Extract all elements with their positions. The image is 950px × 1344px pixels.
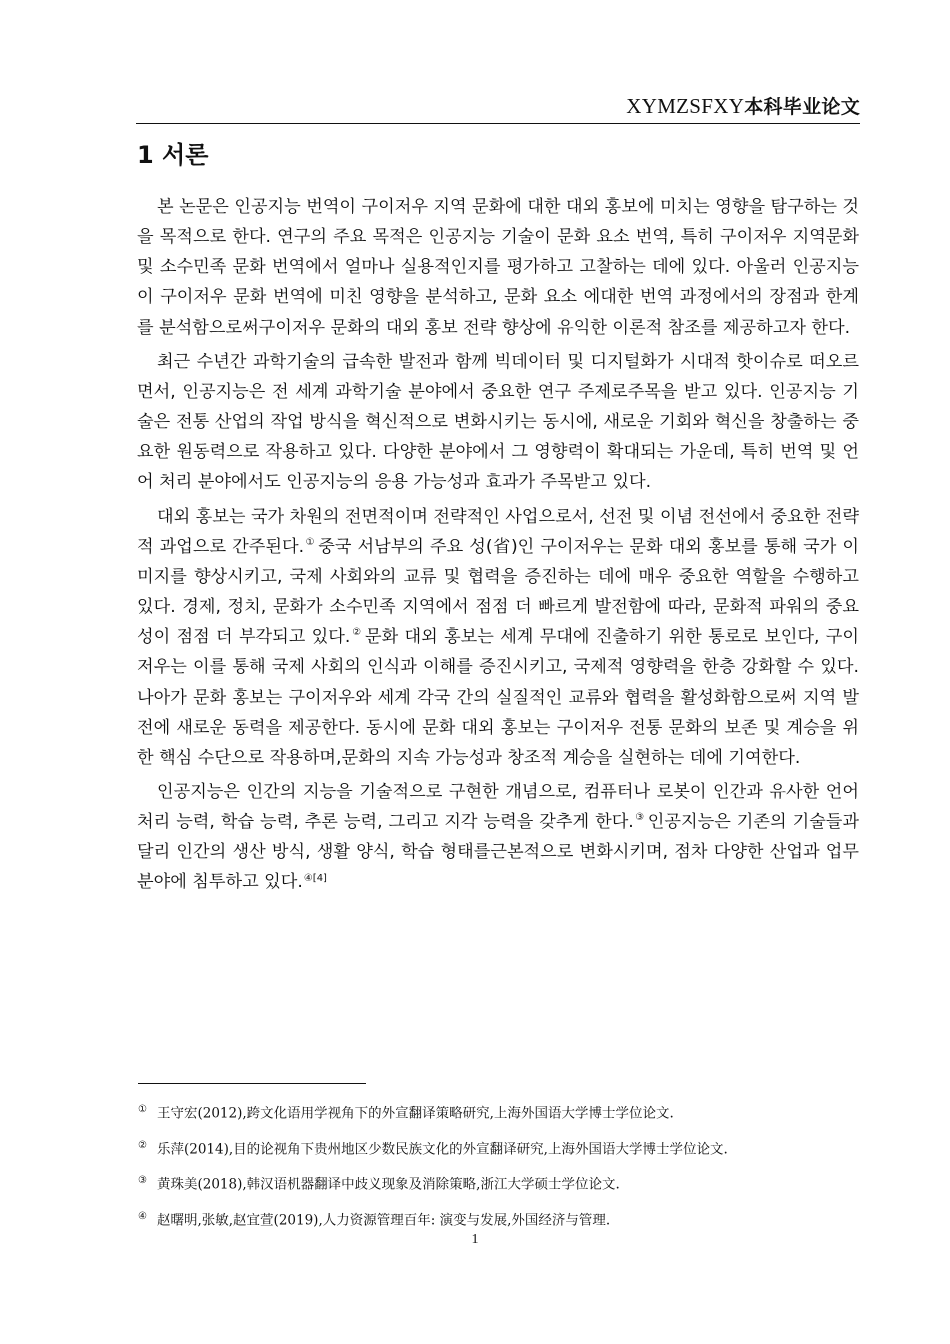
running-header [138,92,860,122]
footnote-4 [138,1207,868,1231]
footnote-mark: ④ [138,1210,147,1222]
paragraph-4-sentence-1: 인공지능은 인간의 지능을 기술적으로 구현한 개념으로, 컴퓨터나 로봇이 인간과 유사한 언어 처리 능력, 학습 능력, 추론 능력, 그리고 지각 능력을 갖추게 한다. [137,781,859,833]
footnote-text: 黄珠美(2018),韩汉语机器翻译中歧义现象及消除策略,浙江大学硕士学位论文. [156,1176,620,1193]
footnote-mark: ③ [138,1175,147,1186]
paragraph-1: 본 논문은 인공지능 번역이 구이저우 지역 문화에 대한 대외 홍보에 미치는 영향을 탐구하는 것을 목적으로 한다. 연구의 주요 목적은 인공지능 기술이 문화 요소 번역, 특히 구이저우 지역문화 및 소수민족 문화 번역에서 얼마나 실용적인지를 평가하고 고찰하는 데에 있다. 아울러 인공지능이 구이저우 문화 번역에 미친 영향을 분석하고, 문화 요소 에대한 번역 과정에서의 장점과 한계를 분석함으로써구이저우 문화의 대외 홍보 전략 향상에 유익한 이론적 참조를 제공하고자 한다. [137,197,859,338]
footnote-mark: ② [138,1139,147,1151]
footnote-text: 乐萍(2014),目的论视角下贵州地区少数民族文化的外宣翻译研究,上海外国语大学博士学位论文. [156,1141,728,1157]
footnote-ref-1[interactable]: ① [305,536,316,548]
footnote-mark: ① [138,1104,147,1115]
body-text [137,192,859,902]
paragraph-3-sentence-3: 문화 대외 홍보는 세계 무대에 진출하기 위한 통로로 보인다, 구이저우는 이를 통해 국제 사회의 인식과 이해를 증진시키고, 국제적 영향력을 한층 강화할 수 있다. 나아가 문화 홍보는 구이저우와 세계 각국 간의 실질적인 교류와 협력을 활성화함으로써 지역 발전에 새로운 동력을 제공한다. 동시에 문화 대외 홍보는 구이저우 전통 문화의 보존 및 계승을 위한 핵심 수단으로 작용하며,문화의 지속 가능성과 창조적 계승을 실현하는 데에 기여한다. [137,627,859,768]
footnote-ref-3[interactable]: ③ [634,812,645,824]
footnote-separator [138,1083,366,1084]
page-number: 1 [471,1232,479,1247]
footnote-3 [138,1171,868,1195]
section-title: 1 서론 [137,141,209,169]
paragraph-4 [137,777,859,898]
footnotes [138,1100,868,1242]
paragraph-3 [137,502,859,773]
footnote-2 [138,1136,868,1160]
footnote-text: 赵曙明,张敏,赵宜萱(2019),人力资源管理百年: 演变与发展,外国经济与管理. [156,1212,611,1228]
footnote-1 [138,1100,868,1124]
footnote-ref-4[interactable]: ④[4] [303,872,327,884]
header-rule [136,123,860,124]
paragraph-3-sentence-2: 중국 서남부의 주요 성(省)인 구이저우는 문화 대외 홍보를 통해 국가 이미지를 향상시키고, 국제 사회와의 교류 및 협력을 증진하는 데에 매우 중요한 역할을 수행하고 있다. 경제, 정치, 문화가 소수민족 지역에서 점점 더 빠르게 발전함에 따라, 문화적 파워의 중요성이 점점 더 부각되고 있다. [137,536,859,648]
header-code: XYMZSFXY [626,94,745,118]
footnote-text: 王守宏(2012),跨文化语用学视角下的外宣翻译策略研究,上海外国语大学博士学位论文. [156,1105,674,1122]
paragraph-4-sentence-2: 인공지능은 기존의 기술들과 달리 인간의 생산 방식, 생활 양식, 학습 형태를근본적으로 변화시키며, 점차 다양한 산업과 업무 분야에 침투하고 있다. [137,812,860,893]
header-label: 本科毕业论文 [744,96,860,118]
paragraph-3-sentence-1: 대외 홍보는 국가 차원의 전면적이며 전략적인 사업으로서, 선전 및 이념 전선에서 중요한 전략적 과업으로 간주된다. [137,506,859,557]
footnote-ref-2[interactable]: ② [351,627,363,639]
paragraph-2: 최근 수년간 과학기술의 급속한 발전과 함께 빅데이터 및 디지털화가 시대적 핫이슈로 떠오르면서, 인공지능은 전 세계 과학기술 분야에서 중요한 연구 주제로주목을 받고 있다. 인공지능 기술은 전통 산업의 작업 방식을 혁신적으로 변화시키는 동시에, 새로운 기회와 혁신을 창출하는 중요한 원동력으로 작용하고 있다. 다양한 분야에서 그 영향력이 확대되는 가운데, 특히 번역 및 언어 처리 분야에서도 인공지능의 응용 가능성과 효과가 주목받고 있다. [137,351,859,493]
